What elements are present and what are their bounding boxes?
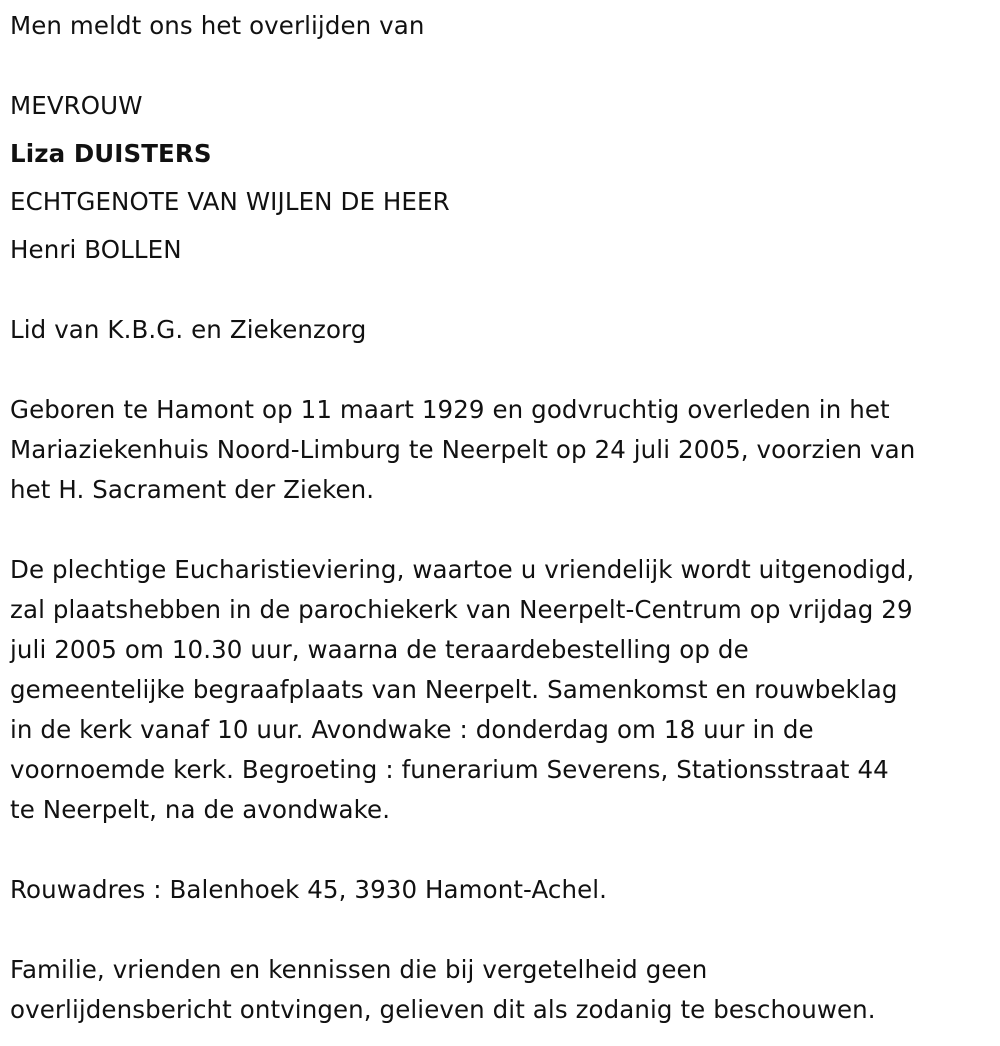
closing-line: Familie, vrienden en kennissen die bij vergetelheid geen [10, 955, 708, 984]
ceremony-line: gemeentelijke begraafplaats van Neerpelt. Samenkomst en rouwbeklag [10, 675, 898, 704]
birth-death-line: Geboren te Hamont op 11 maart 1929 en godvruchtig overleden in het [10, 395, 890, 424]
title-text: MEVROUW [10, 91, 143, 120]
mourning-address: Rouwadres : Balenhoek 45, 3930 Hamont-Achel. [10, 875, 608, 904]
ceremony-line: in de kerk vanaf 10 uur. Avondwake : donderdag om 18 uur in de [10, 715, 814, 744]
ceremony-line: te Neerpelt, na de avondwake. [10, 795, 391, 824]
birth-death-line: het H. Sacrament der Zieken. [10, 475, 375, 504]
spouse-name: Henri BOLLEN [10, 235, 182, 264]
ceremony-line: zal plaatshebben in de parochiekerk van Neerpelt-Centrum op vrijdag 29 [10, 595, 913, 624]
membership-text: Lid van K.B.G. en Ziekenzorg [10, 315, 367, 344]
ceremony-line: voornoemde kerk. Begroeting : funerarium Severens, Stationsstraat 44 [10, 755, 889, 784]
birth-death-line: Mariaziekenhuis Noord-Limburg te Neerpelt op 24 juli 2005, voorzien van [10, 435, 916, 464]
intro-text: Men meldt ons het overlijden van [10, 11, 425, 40]
ceremony-line: juli 2005 om 10.30 uur, waarna de teraardebestelling op de [10, 635, 749, 664]
relation-text: ECHTGENOTE VAN WIJLEN DE HEER [10, 187, 450, 216]
deceased-name: Liza DUISTERS [10, 139, 212, 168]
closing-line: overlijdensbericht ontvingen, gelieven dit als zodanig te beschouwen. [10, 995, 876, 1024]
ceremony-line: De plechtige Eucharistieviering, waartoe u vriendelijk wordt uitgenodigd, [10, 555, 915, 584]
